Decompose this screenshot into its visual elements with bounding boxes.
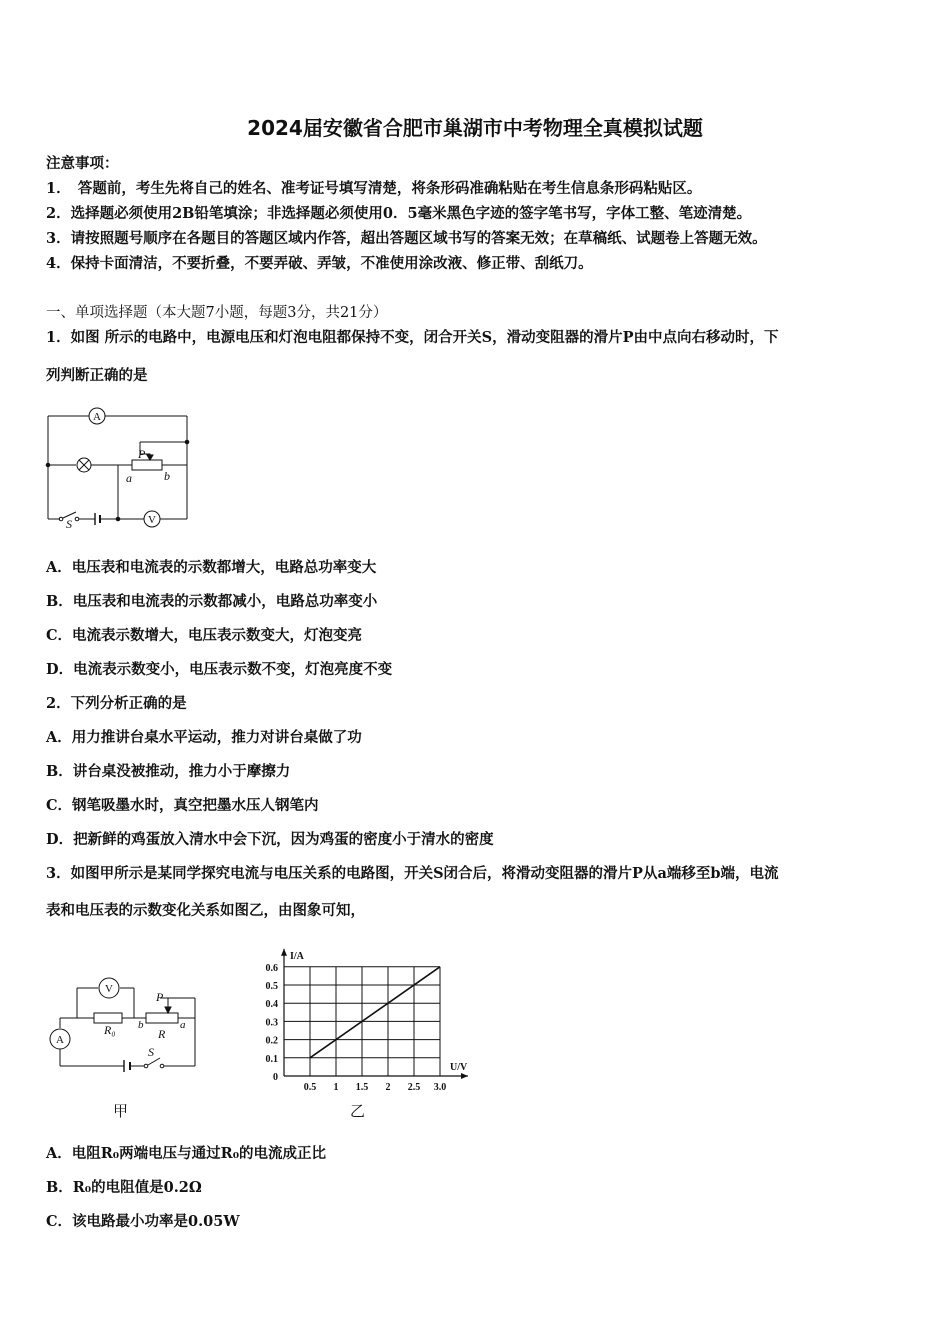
- y-axis-label: I/A: [290, 950, 304, 962]
- q3-end-a-label: a: [180, 1019, 186, 1031]
- q1-option-c: C．电流表示数增大，电压表示数变大，灯泡变亮: [46, 627, 363, 644]
- q1-slider-label: P: [138, 447, 146, 461]
- q3-r-label: R: [158, 1027, 166, 1041]
- y-tick-label: 0.5: [265, 981, 278, 992]
- q3-option-c: C．该电路最小功率是0.05W: [46, 1213, 240, 1230]
- q1-option-d: D．电流表示数变小，电压表示数不变，灯泡亮度不变: [46, 661, 393, 678]
- q3-slider-label: P: [156, 990, 164, 1004]
- q1-switch-label: S: [66, 517, 72, 531]
- notes-heading: 注意事项：: [46, 155, 119, 172]
- q1-ammeter-label: A: [93, 411, 101, 423]
- x-tick-label: 1: [333, 1082, 339, 1093]
- y-tick-label: 0.3: [265, 1017, 278, 1029]
- q3-ammeter-label: A: [56, 1034, 64, 1046]
- q3-r0-label: R₀: [104, 1023, 116, 1037]
- x-tick-label: 2: [385, 1082, 391, 1093]
- q1-voltmeter-label: V: [148, 514, 156, 526]
- q3-end-b-label: b: [138, 1019, 144, 1031]
- y-tick-label: 0.2: [265, 1035, 278, 1047]
- q2-stem: 2．下列分析正确的是: [46, 695, 187, 712]
- q1-end-a-label: a: [126, 471, 132, 485]
- y-tick-label: 0.6: [265, 962, 278, 974]
- x-axis-label: U/V: [450, 1062, 468, 1073]
- x-tick-label: 0.5: [303, 1082, 317, 1093]
- q2-option-d: D．把新鲜的鸡蛋放入清水中会下沉，因为鸡蛋的密度小于清水的密度: [46, 831, 494, 848]
- q1-option-b: B．电压表和电流表的示数都减小，电路总功率变小: [46, 593, 378, 610]
- x-tick-label: 1.5: [355, 1082, 369, 1093]
- x-tick-label: 3.0: [433, 1082, 447, 1093]
- q3-voltmeter-label: V: [105, 983, 113, 995]
- x-tick-label: 2.5: [407, 1082, 421, 1093]
- q1-option-a: A．电压表和电流表的示数都增大，电路总功率变大: [46, 559, 377, 576]
- q3-option-a: A．电阻R₀两端电压与通过R₀的电流成正比: [46, 1145, 327, 1162]
- y-tick-label: 0.1: [265, 1053, 278, 1065]
- q1-stem-line2: 列判断正确的是: [46, 367, 148, 384]
- x-axis-arrow: [461, 1073, 468, 1079]
- q1-end-b-label: b: [164, 469, 170, 483]
- q3-caption-right: 乙: [350, 1102, 366, 1120]
- q3-switch-label: S: [148, 1045, 154, 1059]
- note-item-2: 2．选择题必须使用2B铅笔填涂；非选择题必须使用0．5毫米黑色字迹的签字笔书写，字体工整、笔迹清楚。: [46, 205, 752, 222]
- series-line-0: [310, 967, 440, 1058]
- q1-circuit-figure: [40, 402, 200, 532]
- q3-graph-figure: [248, 940, 478, 1100]
- page-title: 2024届安徽省合肥市巢湖市中考物理全真模拟试题: [247, 116, 703, 140]
- y-tick-label: 0.4: [265, 999, 278, 1011]
- note-item-4: 4．保持卡面清洁，不要折叠，不要弄破、弄皱，不准使用涂改液、修正带、刮纸刀。: [46, 255, 593, 272]
- q2-option-a: A．用力推讲台桌水平运动，推力对讲台桌做了功: [46, 729, 362, 746]
- q3-caption-left: 甲: [113, 1102, 129, 1120]
- y-tick-label: 0: [273, 1072, 278, 1083]
- iu-chart: [248, 940, 478, 1100]
- note-item-3: 3．请按照题号顺序在各题目的答题区域内作答，超出答题区域书写的答案无效；在草稿纸、试题卷上答题无效。: [46, 230, 767, 247]
- section-heading: 一、单项选择题（本大题7小题，每题3分，共21分）: [46, 305, 388, 321]
- q3-stem-line1: 3．如图甲所示是某同学探究电流与电压关系的电路图，开关S闭合后，将滑动变阻器的滑片P从a端移至b端，电流: [46, 865, 779, 882]
- y-axis-arrow: [281, 949, 287, 956]
- q3-option-b: B．R₀的电阻值是0.2Ω: [46, 1179, 202, 1196]
- q3-circuit-figure: [40, 968, 205, 1080]
- q1-stem-line1: 1．如图 所示的电路中，电源电压和灯泡电阻都保持不变，闭合开关S，滑动变阻器的滑片P由中点向右移动时，下: [46, 329, 779, 346]
- q2-option-c: C．钢笔吸墨水时，真空把墨水压人钢笔内: [46, 797, 319, 814]
- q2-option-b: B．讲台桌没被推动，推力小于摩擦力: [46, 763, 291, 780]
- note-item-1: 1． 答题前，考生先将自己的姓名、准考证号填写清楚，将条形码准确粘贴在考生信息条形码粘贴区。: [46, 180, 702, 197]
- q3-stem-line2: 表和电压表的示数变化关系如图乙，由图象可知，: [46, 902, 365, 919]
